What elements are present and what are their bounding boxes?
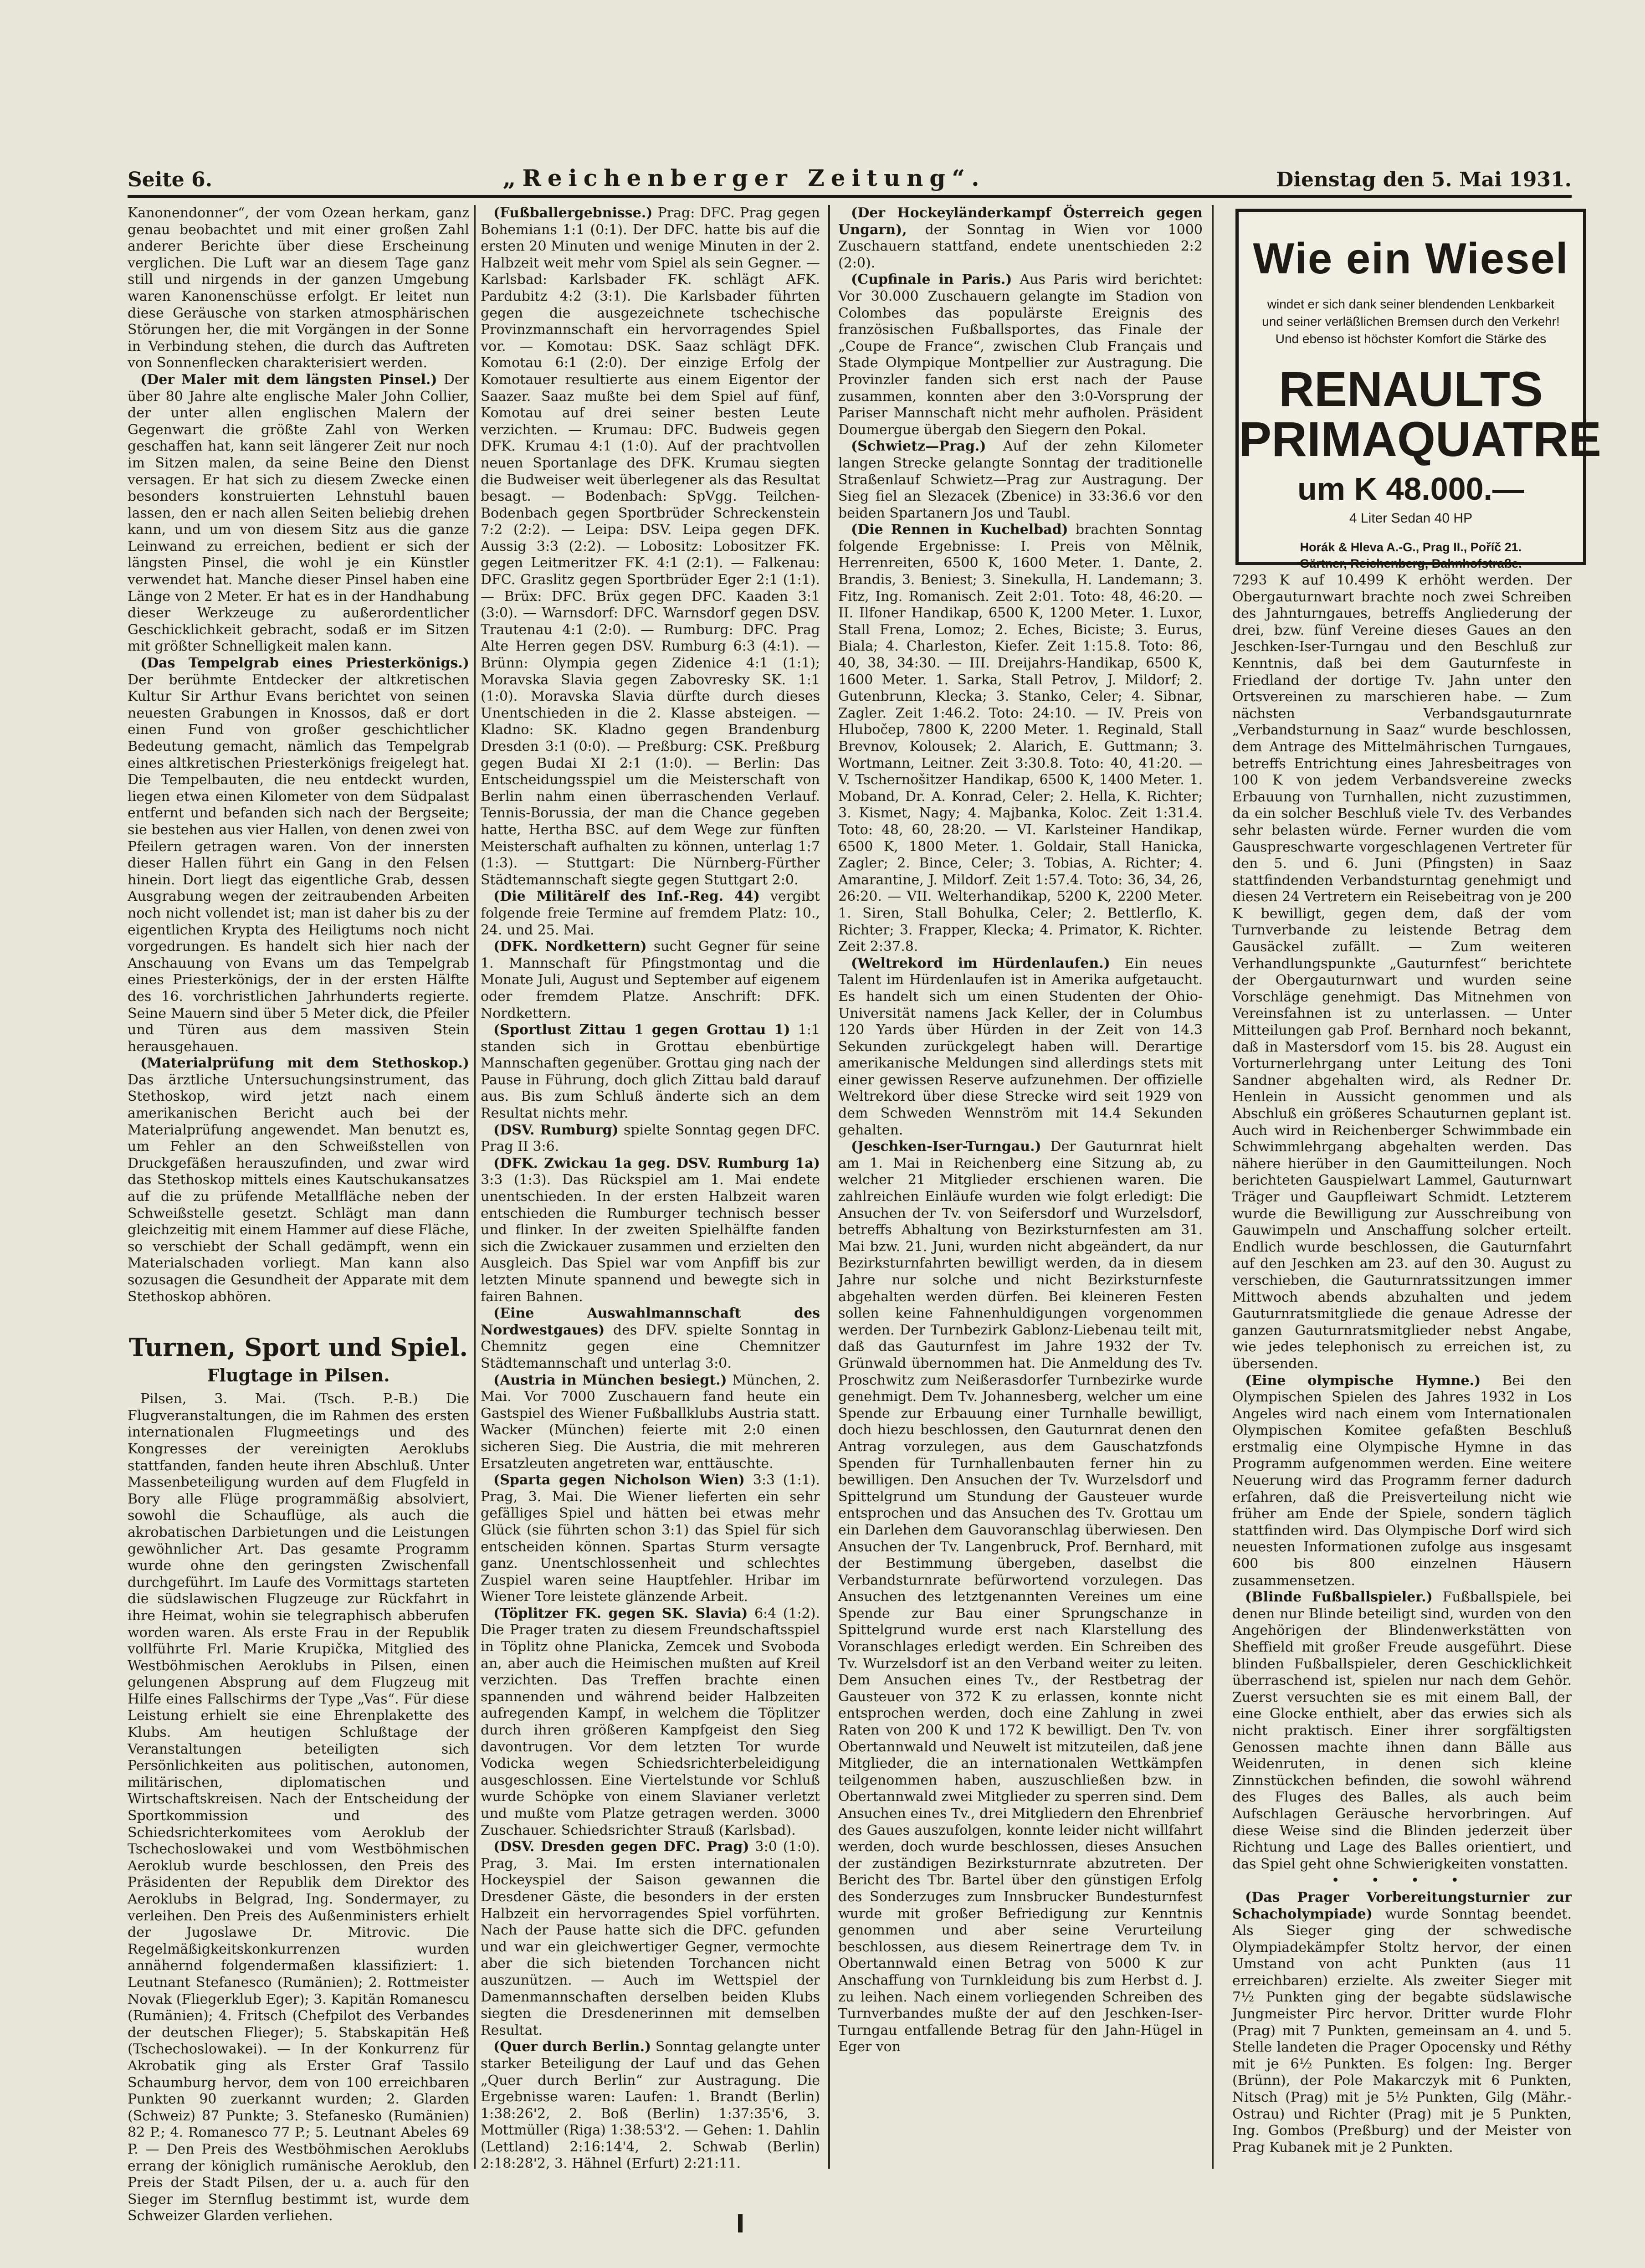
section-ornament: • • • • [1331,1873,1473,1889]
article-body: Bei den Olympischen Spielen des Jahres 1932 in Los Angeles wird nach einem vom Internationalen Olympischen Komitee gefaßten Beschluß erstmalig eine Olympische Hymne in das Programm aufgenommen werden. Eine weitere Neuerung wird das Programm ferner dadurch erfahren, daß die Preisverteilung nicht wie früher am Ende der Spiele, sondern täglich stattfinden wird. Das Olympische Dorf wird sich neuesten Informationen zufolge aus insgesamt 600 bis 800 einzelnen Häusern zusammensetzen. [1232,1372,1572,1589]
article-body: Ein neues Talent im Hürdenlaufen ist in Amerika aufgetaucht. Es handelt sich um einen Studenten der Ohio-Universität namens Jack Keller, der in Columbus 120 Yards über Hürden in der Zeit von 14.3 Sekunden zurückgelegt haben will. Derartige amerikanische Meldungen sind allerdings stets mit einer gewissen Reserve aufzunehmen. Der offizielle Weltrekord über diese Strecke wird seit 1929 von dem Schweden Wennström mit 14.4 Sekunden gehalten. [838,955,1203,1138]
column-divider [1212,205,1214,2169]
column-divider [828,205,830,2169]
article-body: Der Gauturnrat hielt am 1. Mai in Reichenberg eine Sitzung ab, zu welcher 21 Mitglieder erschienen waren. Die zahlreichen Einläufe wurden wie folgt erledigt: Die Ansuchen der Tv. von Seifersdorf und Wurzelsdorf, betreffs Abhaltung von Bezirksturnfesten am 31. Mai bzw. 21. Juni, wurden nicht abgeändert, da nur Bezirksturnfahrten bewilligt werden, da in diesem Jahre nur solche und nicht Bezirksturnfeste abgehalten werden dürfen. Bei kleineren Festen sollen keine Fahnenhuldigungen vorgenommen werden. Der Turnbezirk Gablonz-Liebenau teilt mit, daß das Gauturnfest im Jahre 1932 der Tv. Grünwald übernommen hat. Die Anmeldung des Tv. Proschwitz zum Neißerasdorfer Turnbezirke wurde genehmigt. Dem Tv. Johannesberg, welcher um eine Spende zur Erbauung einer Turnhalle bewilligt, doch hiezu beschlossen, den Gauturnrat denen den Antrag vorzulegen, aus dem Gauschatzfonds Spenden für Turnhallenbauten ferner hin zu bewilligen. Den Ansuchen der Tv. Wurzelsdorf und Spittelgrund um Stundung der Gausteuer wurde entsprochen und das Ansuchen des Tv. Grottau um ein Darlehen dem Gauvoranschlag überwiesen. Den Ansuchen der Tv. Langenbruck, Prof. Bernhard, mit der Bestimmung übergeben, daselbst die Verbandsturnrate befürwortend vorzulegen. Das Ansuchen des letztgenannten Vereines um eine Spende zur Bau einer Sprungschanze in Spittelgrund wurde erst nach Klarstellung des Voranschlages erledigt werden. Ein Schreiben des Tv. Wurzelsdorf ist an den Verband weiter zu leiten. Dem Ansuchen eines Tv., der Restbetrag der Gausteuer von 372 K zu erlassen, konnte nicht entsprochen werden, doch eine Zahlung in zwei Raten von 200 K und 172 K bewilligt. Den Tv. von Obertannwald und Neuwelt ist mitzuteilen, daß jene Mitglieder, die an internationalen Wettkämpfen teilgenommen haben, auszuschließen bzw. in Obertannwald zwei Mitglieder zu sperren sind. Dem Ansuchen eines Tv., drei Mitgliedern den Ehrenbrief des Gaues auszufolgen, konnte leider nicht willfahrt werden, doch wurde beschlossen, dieses Ansuchen der zuständigen Bezirksturnrate abzutreten. Der Bericht des Tbr. Bartel über den günstigen Erfolg des Sonderzuges zum Innsbrucker Bundesturnfest wurde mit großer Befriedigung zur Kenntnis genommen und aber seine Verurteilung beschlossen, aus diesem Reinertrage dem Tv. in Obertannwald einen Betrag von 5000 K zur Anschaffung von Turnkleidung bis zum Herbst d. J. zu leihen. Nach einem vorliegenden Schreiben des Turnverbandes mußte der auf den Jeschken-Iser-Turngau entfallende Betrag für den Jahn-Hügel in Eger von [838,1139,1203,2055]
issue-date: Dienstag den 5. Mai 1931. [1276,168,1572,191]
article-body: sucht Gegner für seine 1. Mannschaft für Pfingstmontag und die Monate Juli, August und September auf eigenem oder fremdem Platze. Anschrift: DFK. Nordkettern. [481,939,820,1021]
column-4 [1232,205,1572,2178]
column-divider [474,205,476,2169]
article-nordkettern [481,939,820,1022]
newspaper-title: „Reichenberger Zeitung“. [502,164,986,191]
article-olympia [1232,1373,1572,1590]
article-heading: (Schwietz—Prag.) [851,438,986,455]
article-body: spielte Sonntag gegen DFC. Prag II 3:6. [481,1122,820,1155]
article-heading: (DSV. Rumburg) [493,1122,619,1138]
article-heading: (Eine Auswahlmannschaft des Nordwestgaues) [481,1305,820,1338]
article-body: Sonntag gelangte unter starker Beteiligung der Lauf und das Gehen „Quer durch Berlin“ zur Austragung. Die Ergebnisse waren: Laufen: 1. Brandt (Berlin) 1:38:26'2, 2. Boß (Berlin) 1:37:35'6, 3. Mottmüller (Riga) 1:38:53'2. — Gehen: 1. Dahlin (Lettland) 2:16:14'4, 2. Schwab (Berlin) 2:18:28'2, 3. Hähnel (Erfurt) 2:21:11. [481,2039,820,2172]
ad-brand-line1: RENAULTS [1279,361,1543,416]
article-zittau [481,1022,820,1122]
ad-headline: Wie ein Wiesel [1253,234,1569,283]
article-heading: (Der Hockeyländerkampf Österreich gegen Ungarn), [838,205,1203,238]
article-berlin [481,2039,820,2172]
article-heading: (Cupfinale in Paris.) [851,272,1012,288]
article-toeplitz [481,1606,820,1839]
article-body: vergibt folgende freie Termine auf fremdem Platz: 10., 24. und 25. Mai. [481,888,820,938]
ad-brand-line2: PRIMAQUATRE [1239,411,1601,467]
article-heading: (DSV. Dresden gegen DFC. Prag) [493,1839,749,1855]
column-1 [128,205,469,2224]
article-dresden [481,1839,820,2039]
article-body: Der berühmte Entdecker der altkretischen Kultur Sir Arthur Evans berichtet von seinen neuesten Grabungen in Knossos, daß er dort einen Fund von großer geschichtlicher Bedeutung gemacht, nämlich das Tempelgrab eines altkretischen Priesterkönigs freigelegt hat. Die Tempelbauten, die neu entdeckt wurden, liegen etwa einen Kilometer von dem Südpalast entfernt und befanden sich nach der Bergseite; sie bestehen aus vier Hallen, von denen zwei von Pfeilern getragen waren. Von der innersten dieser Hallen führt ein Gang in den Felsen hinein. Dort liegt das eigentliche Grab, dessen Ausgrabung wegen der zeitraubenden Arbeiten noch nicht vollendet ist; man ist daher bis zu der eigentlichen Krypta des Heiligtums noch nicht vorgedrungen. Es handelt sich hier nach der Anschauung von Evans um das Tempelgrab eines Priesterkönigs, der in der ersten Hälfte des 16. vorchristlichen Jahrhunderts regierte. Seine Mauern sind über 5 Meter dick, die Pfeiler und Türen aus dem massiven Stein herausgehauen. [128,672,469,1055]
page-number: Seite 6. [128,168,213,191]
article-heading: (Eine olympische Hymne.) [1245,1372,1481,1389]
article-body: der Sonntag in Wien vor 1000 Zuschauern stattfand, endete unentschieden 2:2 (2:0). [838,221,1203,271]
ad-price: um K 48.000.— [1297,471,1524,507]
article-heading: (Blinde Fußballspieler.) [1245,1589,1433,1606]
article-schach [1232,1889,1572,2156]
article-heading: (Töplitzer FK. gegen SK. Slavia) [493,1605,748,1621]
article-cupfinale [838,272,1203,438]
article-heading: (Weltrekord im Hürdenlaufen.) [851,955,1110,971]
article-heading: (Sparta gegen Nicholson Wien) [493,1472,745,1488]
page-header [128,159,1572,191]
article-heading: (Austria in München besiegt.) [493,1372,727,1388]
article-turngau-continued: 7293 K auf 10.499 K erhöht werden. Der Obergauturnwart brachte noch zwei Schreiben des Jahnturngaues, betreffs Angliederung der drei, bzw. fünf Vereine dieses Gaues an den Jeschken-Iser-Turngau und den Beschluß zur Kenntnis, daß bei dem Gauturnfeste in Friedland der dortige Tv. Jahn unter den Ortsvereinen zu marschieren habe. — Zum nächsten Verbandsgauturnrate „Verbandsturnung in Saaz“ wurde beschlossen, dem Antrage des Mittelmährischen Turngaues, betreffs Entrichtung eines Jahresbeitrages von 100 K von jedem Verbandsvereine zwecks Erbauung von Turnhallen, nicht zuzustimmen, da ein solcher Beschluß viele Tv. des Verbandes sehr belasten würde. Ferner wurden die vom Gauspreschwarte vorgeschlagenen Vertreter für den 5. und 6. Juni (Pfingsten) in Saaz stattfindenden Verbandsturntag genehmigt und diesen 24 Vertretern ein Reisebeitrag von je 200 K bewilligt, gegen dem, daß der vom Turnverbande zu leistende Betrag dem Gausäckel zufällt. — Zum weiteren Verhandlungspunkte „Gauturnfest“ berichtete der Obergauturnwart und wurden seine Vorschläge genehmigt. Das Mitnehmen von Vereinsfahnen ist zu unterlassen. — Unter Mitteilungen gab Prof. Bernhard noch bekannt, daß in Mastersdorf vom 15. bis 28. August ein Vorturnerlehrgang unter Leitung des Toni Sandner abgehalten wird, als Redner Dr. Henlein in Aussicht genommen und als Abschluß ein größeres Schauturnen geplant ist. Auch wird in Reichenberger Schwimmbade ein Schwimmlehrgang abgehalten werden. Das nähere hierüber in den Gaumitteilungen. Noch berichteten Gauspielwart Lammel, Gauturnwart Träger und Gaupfleiwart Schmidt. Letzterem wurde die Bewilligung zur Ausschreibung von Gauwimpeln und Anschaffung solcher erteilt. Endlich wurde beschlossen, die Gauturnfahrt auf den Jeschken am 23. auf den 30. August zu verschieben, die Gauturnratssitzungen immer Mittwoch abends abzuhalten und jedem Gauturnratsmitgliede die genaue Adresse der ganzen Gauturnratsmitglieder nebst Angabe, wie jedes telephonisch zu erreichen ist, zu übersenden. [1232,572,1572,1372]
article-fussball [481,205,820,888]
article-body: 3:3 (1:1). Prag, 3. Mai. Die Wiener lieferten ein sehr gefälliges Spiel und hätten bei etwas mehr Glück (sie führten schon 3:1) das Spiel für sich entscheiden können. Spartas Sturm versagte ganz. Unentschlossenheit und schlechtes Zuspiel waren seine Hauptfehler. Hribar im Wiener Tore leistete glänzende Arbeit. [481,1472,820,1605]
article-body: Das ärztliche Untersuchungsinstrument, das Stethoskop, wird jetzt nach einem amerikanischen Bericht auch bei der Materialprüfung angewendet. Man benutzt es, um Fehler an den Schweißstellen von Druckgefäßen herauszufinden, und zwar wird das Stethoskop mittels eines Kautschukansatzes auf die zu prüfende Metallfläche neben der Schweißstelle gesetzt. Schlägt man dann gleichzeitig mit einem Hammer auf diese Fläche, so verschiebt der Schall gedämpft, wenn ein Materialschaden vorliegt. Man kann also sozusagen die Gesundheit der Apparate mit dem Stethoskop abhören. [128,1072,469,1305]
article-body: wurde Sonntag beendet. Als Sieger ging der schwedische Olympiadekämpfer Stoltz hervor, der einen Umstand von acht Punkten (aus 11 erreichbaren) erzielte. Als zweiter Sieger mit 7½ Punkten ging der begabte südslawische Jungmeister Pirc hervor. Dritter wurde Flohr (Prag) mit 7 Punkten, gemeinsam an 4. und 5. Stelle landeten die Prager Opocensky und Réthy mit je 6½ Punkten. Es folgen: Ing. Berger (Brünn), der Pole Makarczyk mit 6 Punkten, Nitsch (Prag) mit je 5½ Punkten, Gilg (Mähr.-Ostrau) und Richter (Prag) mit je 5 Punkten, Ing. Gombos (Preßburg) und der Meister von Prag Kubanek mit je 2 Punkten. [1232,1906,1572,2155]
ad-dealer-reichenberg: Gärtner, Reichenberg, Bahnhofstraße. [1300,557,1522,570]
article-heading: (Materialprüfung mit dem Stethoskop.) [140,1055,469,1072]
article-body: des DFV. spielte Sonntag in Chemnitz gegen eine Chemnitzer Städtemannschaft und unterlag 3:0. [481,1322,820,1371]
article-heading: (Der Maler mit dem längsten Pinsel.) [140,371,437,388]
column-3 [838,205,1203,2178]
article-miliz [481,888,820,939]
article-body: Auf der zehn Kilometer langen Strecke gelangte Sonntag der traditionelle Straßenlauf Schwietz—Prag zur Austragung. Der Sieg fiel an Slezacek (Zbenice) in 33:36.6 vor den beiden Spartanern Jos und Taubl. [838,438,1203,521]
article-flugtage: Pilsen, 3. Mai. (Tsch. P.-B.) Die Flugveranstaltungen, die im Rahmen des ersten internationalen Flugmeetings und des Kongresses der vereinigten Aeroklubs stattfanden, fanden heute ihren Abschluß. Unter Massenbeteiligung wurden auf dem Flugfeld in Bory alle Flüge programmäßig absolviert, sowohl die Schauflüge, als auch die akrobatischen Darbietungen und die Leistungen gewöhnlicher Art. Das gesamte Programm wurde ohne den geringsten Zwischenfall durchgeführt. Im Laufe des Vormittags starteten die südslawischen Flugzeuge zur Rückfahrt in ihre Heimat, wohin sie telegraphisch abberufen worden waren. Als erste Frau in der Republik vollführte Frl. Marie Krupička, Mitglied des Westböhmischen Aeroklubs in Pilsen, einen gelungenen Absprung auf dem Flugzeug mit Hilfe eines Fallschirms der Type „Vas“. Für diese Leistung erhielt sie eine Ehrenplakette des Klubs. Am heutigen Schlußtage der Veranstaltungen beteiligten sich Persönlichkeiten aus politischen, autonomen, militärischen, diplomatischen und Wirtschaftskreisen. Nach der Entscheidung der Sportkommission und des Schiedsrichterkomitees vom Aeroklub der Tschechoslowakei und vom Westböhmischen Aeroklub wurde beschlossen, den Preis des Präsidenten der Republik dem Direktor des Aeroklubs in Belgrad, Ing. Sondermayer, zu verleihen. Den Preis des Außenministers erhielt der Jugoslawe Dr. Mitrovic. Die Regelmäßigkeitskonkurrenzen wurden annähernd folgendermaßen klassifiziert: 1. Leutnant Stefanesco (Rumänien); 2. Rottmeister Novak (Fliegerklub Eger); 3. Kapitän Romanescu (Rumänien); 4. Fritsch (Chefpilot des Verbandes der deutschen Flieger); 5. Stabskapitän Heß (Tschechoslowakei). — In der Konkurrenz für Akrobatik ging als Erster Graf Tassilo Schaumburg hervor, dem von 100 erreichbaren Punkten 90 zuerkannt wurden; 2. Glarden (Schweiz) 87 Punkte; 3. Stefanesko (Rumänien) 82 P.; 4. Romanesco 77 P.; 5. Leutnant Abeles 69 P. — Den Preis des Westböhmischen Aeroklubs errang der königlich rumänische Aeroklub, den Preis der Stadt Pilsen, der u. a. auch für den Sieger im Sternflug bestimmt ist, wurde dem Schweizer Glarden verliehen. [128,1391,469,2224]
article-body: 6:4 (1:2). Die Prager traten zu diesem Freundschaftsspiel in Töplitz ohne Planicka, Zemcek und Svoboda an, aber auch die Heimischen mußten auf Kreil verzichten. Das Treffen brachte einen spannenden und während beider Halbzeiten aufregenden Kampf, in welchem die Töplitzer durch ihren größeren Kampfgeist den Sieg davontrugen. Vor dem letzten Tor wurde Vodicka wegen Schiedsrichterbeleidigung ausgeschlossen. Eine Viertelstunde vor Schluß wurde Schöpke von einem Slavianer verletzt und mußte vom Platze getragen werden. 3000 Zuschauer. Schiedsrichter Strauß (Karlsbad). [481,1605,820,1838]
ad-dealer-prague: Horák & Hleva A.-G., Prag II., Poříč 21. [1300,540,1522,554]
ad-model: 4 Liter Sedan 40 HP [1349,511,1473,526]
article-heading: (DFK. Nordkettern) [493,939,647,955]
print-mark [738,2214,743,2232]
article-heading: (Die Rennen in Kuchelbad) [851,522,1068,538]
header-rule [128,195,1572,198]
article-sparta [481,1472,820,1606]
article-rennen [838,522,1203,955]
article-body: brachten Sonntag folgende Ergebnisse: I. Preis von Mělnik, Herrenreiten, 6500 K, 1600 Meter. 1. Dante, 2. Brandis, 3. Beniest; 3. Sinekulla, H. Landemann; 3. Fitz, Ing. Romanisch. Zeit 2:01. Toto: 48, 46:20. — II. Ilfoner Handikap, 6500 K, 1200 Meter. 1. Luxor, Stall Frena, Lomoz; 2. Eches, Biciste; 3. Eurus, Biala; 4. Charleston, Kiefer. Zeit 1:15.8. Toto: 86, 40, 38, 34:30. — III. Dreijahrs-Handikap, 6500 K, 1600 Meter. 1. Sarka, Stall Petrov, J. Mildorf; 2. Gutenbrunn, Klecka; 3. Stanko, Celer; 4. Sibnar, Zagler. Zeit 1:46.2. Toto: 24:10. — IV. Preis von Hlubočep, 7800 K, 2200 Meter. 1. Reginald, Stall Brevnov, Kolousek; 2. Alarich, E. Guttmann; 3. Wortmann, Leitner. Zeit 3:30.8. Toto: 40, 41:20. — V. Tschernošitzer Handikap, 6500 K, 1400 Meter. 1. Moband, Dr. A. Konrad, Celer; 2. Hella, K. Richter; 3. Kismet, Nagy; 4. Majbanka, Koloc. Zeit 1:31.4. Toto: 48, 60, 28:20. — VI. Karlsteiner Handikap, 6500 K, 1800 Meter. 1. Goldair, Stall Hanicka, Zagler; 2. Bince, Celer; 3. Tobias, A. Richter; 4. Amarantine, J. Mildorf. Zeit 1:57.4. Toto: 36, 34, 26, 26:20. — VII. Welterhandikap, 5200 K, 2200 Meter. 1. Siren, Stall Bohulka, Celer; 2. Bettlerflo, K. Richter; 3. Frapper, Klecka; 4. Primator, K. Richter. Zeit 2:37.8. [838,522,1203,955]
section-title: Turnen, Sport und Spiel. [128,1333,468,1362]
article-heading: (Jeschken-Iser-Turngau.) [851,1139,1041,1155]
column-2 [481,205,820,2178]
article-body: Fußballspiele, bei denen nur Blinde beteiligt sind, wurden von den Angehörigen der Blindenwerkstätten von Sheffield mit großer Freude ausgeführt. Diese blinden Fußballspieler, deren Geschicklichkeit überraschend ist, spielen nur nach dem Gehör. Zuerst versuchten sie es mit einem Ball, der eine Glocke enthielt, aber das erwies sich als nicht praktisch. Einer ihrer sorgfältigsten Genossen machte ihnen dann Bälle aus Weidenruten, in denen sich kleine Zinnstückchen befinden, die sowohl während des Fluges des Balles, als auch beim Aufschlagen Geräusche hervorbringen. Auf diese Weise sind die Blinden jederzeit über Richtung und Lage des Balles orientiert, und das Spiel geht ohne Schwierigkeiten vonstatten. [1232,1589,1572,1872]
article-heading: (Quer durch Berlin.) [493,2039,651,2055]
article-body: München, 2. Mai. Vor 7000 Zuschauern fand heute ein Gastspiel des Wiener Fußballklubs Austria statt. Wacker (München) feierte mit 2:0 einen sicheren Sieg. Die Austria, die mit mehreren Ersatzleuten angetreten war, enttäuschte. [481,1372,820,1472]
article-maler [128,372,469,655]
article-body: Der über 80 Jahre alte englische Maler John Collier, der unter allen englischen Malern der Gegenwart die größte Zahl von Werken geschaffen hat, kann seit längerer Zeit nur noch im Sitzen malen, da seine Beine den Dienst versagen. Er hat sich zu diesem Zwecke einen besonders konstruierten Lehnstuhl bauen lassen, den er nach allen Seiten beliebig drehen kann, und um von diesem Sitz aus die ganze Leinwand zu erreichen, bedient er sich der längsten Pinsel, die wohl je ein Künstler verwendet hat. Manche dieser Pinsel haben eine Länge von 2 Meter. Er hat es in der Handhabung dieser Werkzeuge zu außerordentlicher Geschicklichkeit gebracht, sodaß er im Sitzen mit größter Schnelligkeit malen kann. [128,371,469,655]
article-heading: (Das Tempelgrab eines Priesterkönigs.) [140,655,469,672]
article-stetho [128,1055,469,1305]
article-tempel [128,655,469,1055]
article-body: 3:3 (1:3). Das Rückspiel am 1. Mai endete unentschieden. In der ersten Halbzeit waren entschieden die Rumburger technisch besser und flinker. In der zweiten Spielhälfte fanden sich die Zwickauer zusammen und erzielten den Ausgleich. Das Spiel war vom Anpfiff bis zur letzten Minute spannend und bewegte sich in fairen Bahnen. [481,1172,820,1305]
article-strassenlauf [838,438,1203,522]
article-blind [1232,1589,1572,1873]
section-subtitle: Flugtage in Pilsen. [207,1365,390,1386]
article-heading: (DFK. Zwickau 1a geg. DSV. Rumburg 1a) [493,1155,820,1171]
article-heading: (Fußballergebnisse.) [493,205,653,221]
article-turngau [838,1139,1203,2056]
article-rumburg [481,1122,820,1155]
article-heading: (Sportlust Zittau 1 gegen Grottau 1) [493,1022,790,1038]
ad-body: windet er sich dank seiner blendenden Lenkbarkeit und seiner verläßlichen Bremsen durch den Verkehr! Und ebenso ist höchster Komfort die Stärke des [1262,297,1560,346]
article-body: Aus Paris wird berichtet: Vor 30.000 Zuschauern gelangte im Stadion von Colombes das populärste Ereignis des französischen Fußballsportes, das Finale der „Coupe de France“, zwischen Club Français und Stade Olympique Montpellier zur Austragung. Die Provinzler fanden sich erst nach der Pause zusammen, konnten aber den 3:0-Vorsprung der Pariser Mannschaft nicht mehr aufholen. Präsident Doumergue übergab den Siegern den Pokal. [838,272,1203,438]
article-austria [481,1372,820,1473]
article-body: 1:1 standen sich in Grottau ebenbürtige Mannschaften gegenüber. Grottau ging nach der Pause in Führung, doch glich Zittau bald darauf aus. Bis zum Schluß änderte sich an dem Resultat nichts mehr. [481,1022,820,1122]
article-body: Prag: DFC. Prag gegen Bohemians 1:1 (0:1). Der DFC. hatte bis auf die ersten 20 Minuten und wenige Minuten in der 2. Halbzeit weit mehr vom Spiel als sein Gegner. — Karlsbad: Karlsbader FK. schlägt AFK. Pardubitz 4:2 (3:1). Die Karlsbader führten gegen die ausgezeichnete tschechische Provinzmannschaft ein hervorragendes Spiel vor. — Komotau: DSK. Saaz schlägt DFK. Komotau 6:1 (2:0). Der einzige Erfolg der Komotauer resultierte aus einem Eigentor der Saazer. Saaz mußte bei dem Spiel auf fünf, Komotau auf drei seiner besten Leute verzichten. — Krumau: DFC. Budweis gegen DFK. Krumau 4:1 (1:0). Auf der prachtvollen neuen Sportanlage des DFK. Krumau siegten die Budweiser weit überlegener als das Resultat besagt. — Bodenbach: SpVgg. Teilchen-Bodenbach gegen Sportbrüder Schreckenstein 7:2 (2:2). — Leipa: DSV. Leipa gegen DFK. Aussig 3:3 (2:2). — Lobositz: Lobositzer FK. gegen Leitmeritzer FK. 4:1 (2:1). — Falkenau: DFC. Graslitz gegen Sportbrüder Eger 2:1 (1:1). — Brüx: DFC. Brüx gegen DFC. Kaaden 3:1 (3:0). — Warnsdorf: DFC. Warnsdorf gegen DSV. Trautenau 4:1 (2:0). — Rumburg: DFC. Prag Alte Herren gegen DSV. Rumburg 6:3 (4:1). — Brünn: Olympia gegen Zidenice 4:1 (1:1); Moravska Slavia gegen Zabovresky SK. 1:1 (1:0). Moravska Slavia dürfte durch dieses Unentschieden in die 2. Klasse absteigen. — Kladno: SK. Kladno gegen Brandenburg Dresden 3:1 (0:0). — Preßburg: CSK. Preßburg gegen Budai XI 2:1 (1:0). — Berlin: Das Entscheidungsspiel um die Meisterschaft von Berlin nahm einen überraschenden Verlauf. Tennis-Borussia, der man die Chance gegeben hatte, Hertha BSC. auf dem Wege zur fünften Meisterschaft aufhalten zu können, unterlag 1:7 (1:3). — Stuttgart: Die Nürnberg-Fürther Städtemannschaft siegte gegen Stuttgart 2:0. [481,205,820,888]
article-text: Kanonendonner“, der vom Ozean herkam, ganz genau beobachtet und mit einer großen Zahl anderer Berichte über diese Erscheinung verglichen. Die Luft war an diesem Tage ganz still und nirgends in der ganzen Umgebung waren Kanonenschüsse erfolgt. Er leitet nun diese Geräusche von starken atmosphärischen Störungen her, die mit Vorgängen in der Sonne in Verbindung stehen, die durch das Auftreten von Sonnenflecken charakterisiert werden. [128,205,469,371]
article-heading: (Das Prager Vorbereitungsturnier zur Schacholympiade) [1232,1889,1572,1922]
article-heading: (Die Militärelf des Inf.-Reg. 44) [493,888,760,905]
article-weltrekord [838,955,1203,1139]
article-body: 3:0 (1:0). Prag, 3. Mai. Im ersten internationalen Hockeyspiel der Saison gewannen die Dresdener Gäste, die besonders in der ersten Halbzeit ein hervorragendes Spiel vorführten. Nach der Pause hatte sich die DFC. gefunden und war ein gleichwertiger Gegner, vermochte aber die sich bietenden Torchancen nicht auszunützen. — Auch im Wettspiel der Damenmannschaften derselben beiden Klubs siegten die Dresdenerinnen mit demselben Resultat. [481,1839,820,2038]
article-auswahl [481,1305,820,1372]
article-hockey [838,205,1203,272]
article-zwickau [481,1155,820,1305]
